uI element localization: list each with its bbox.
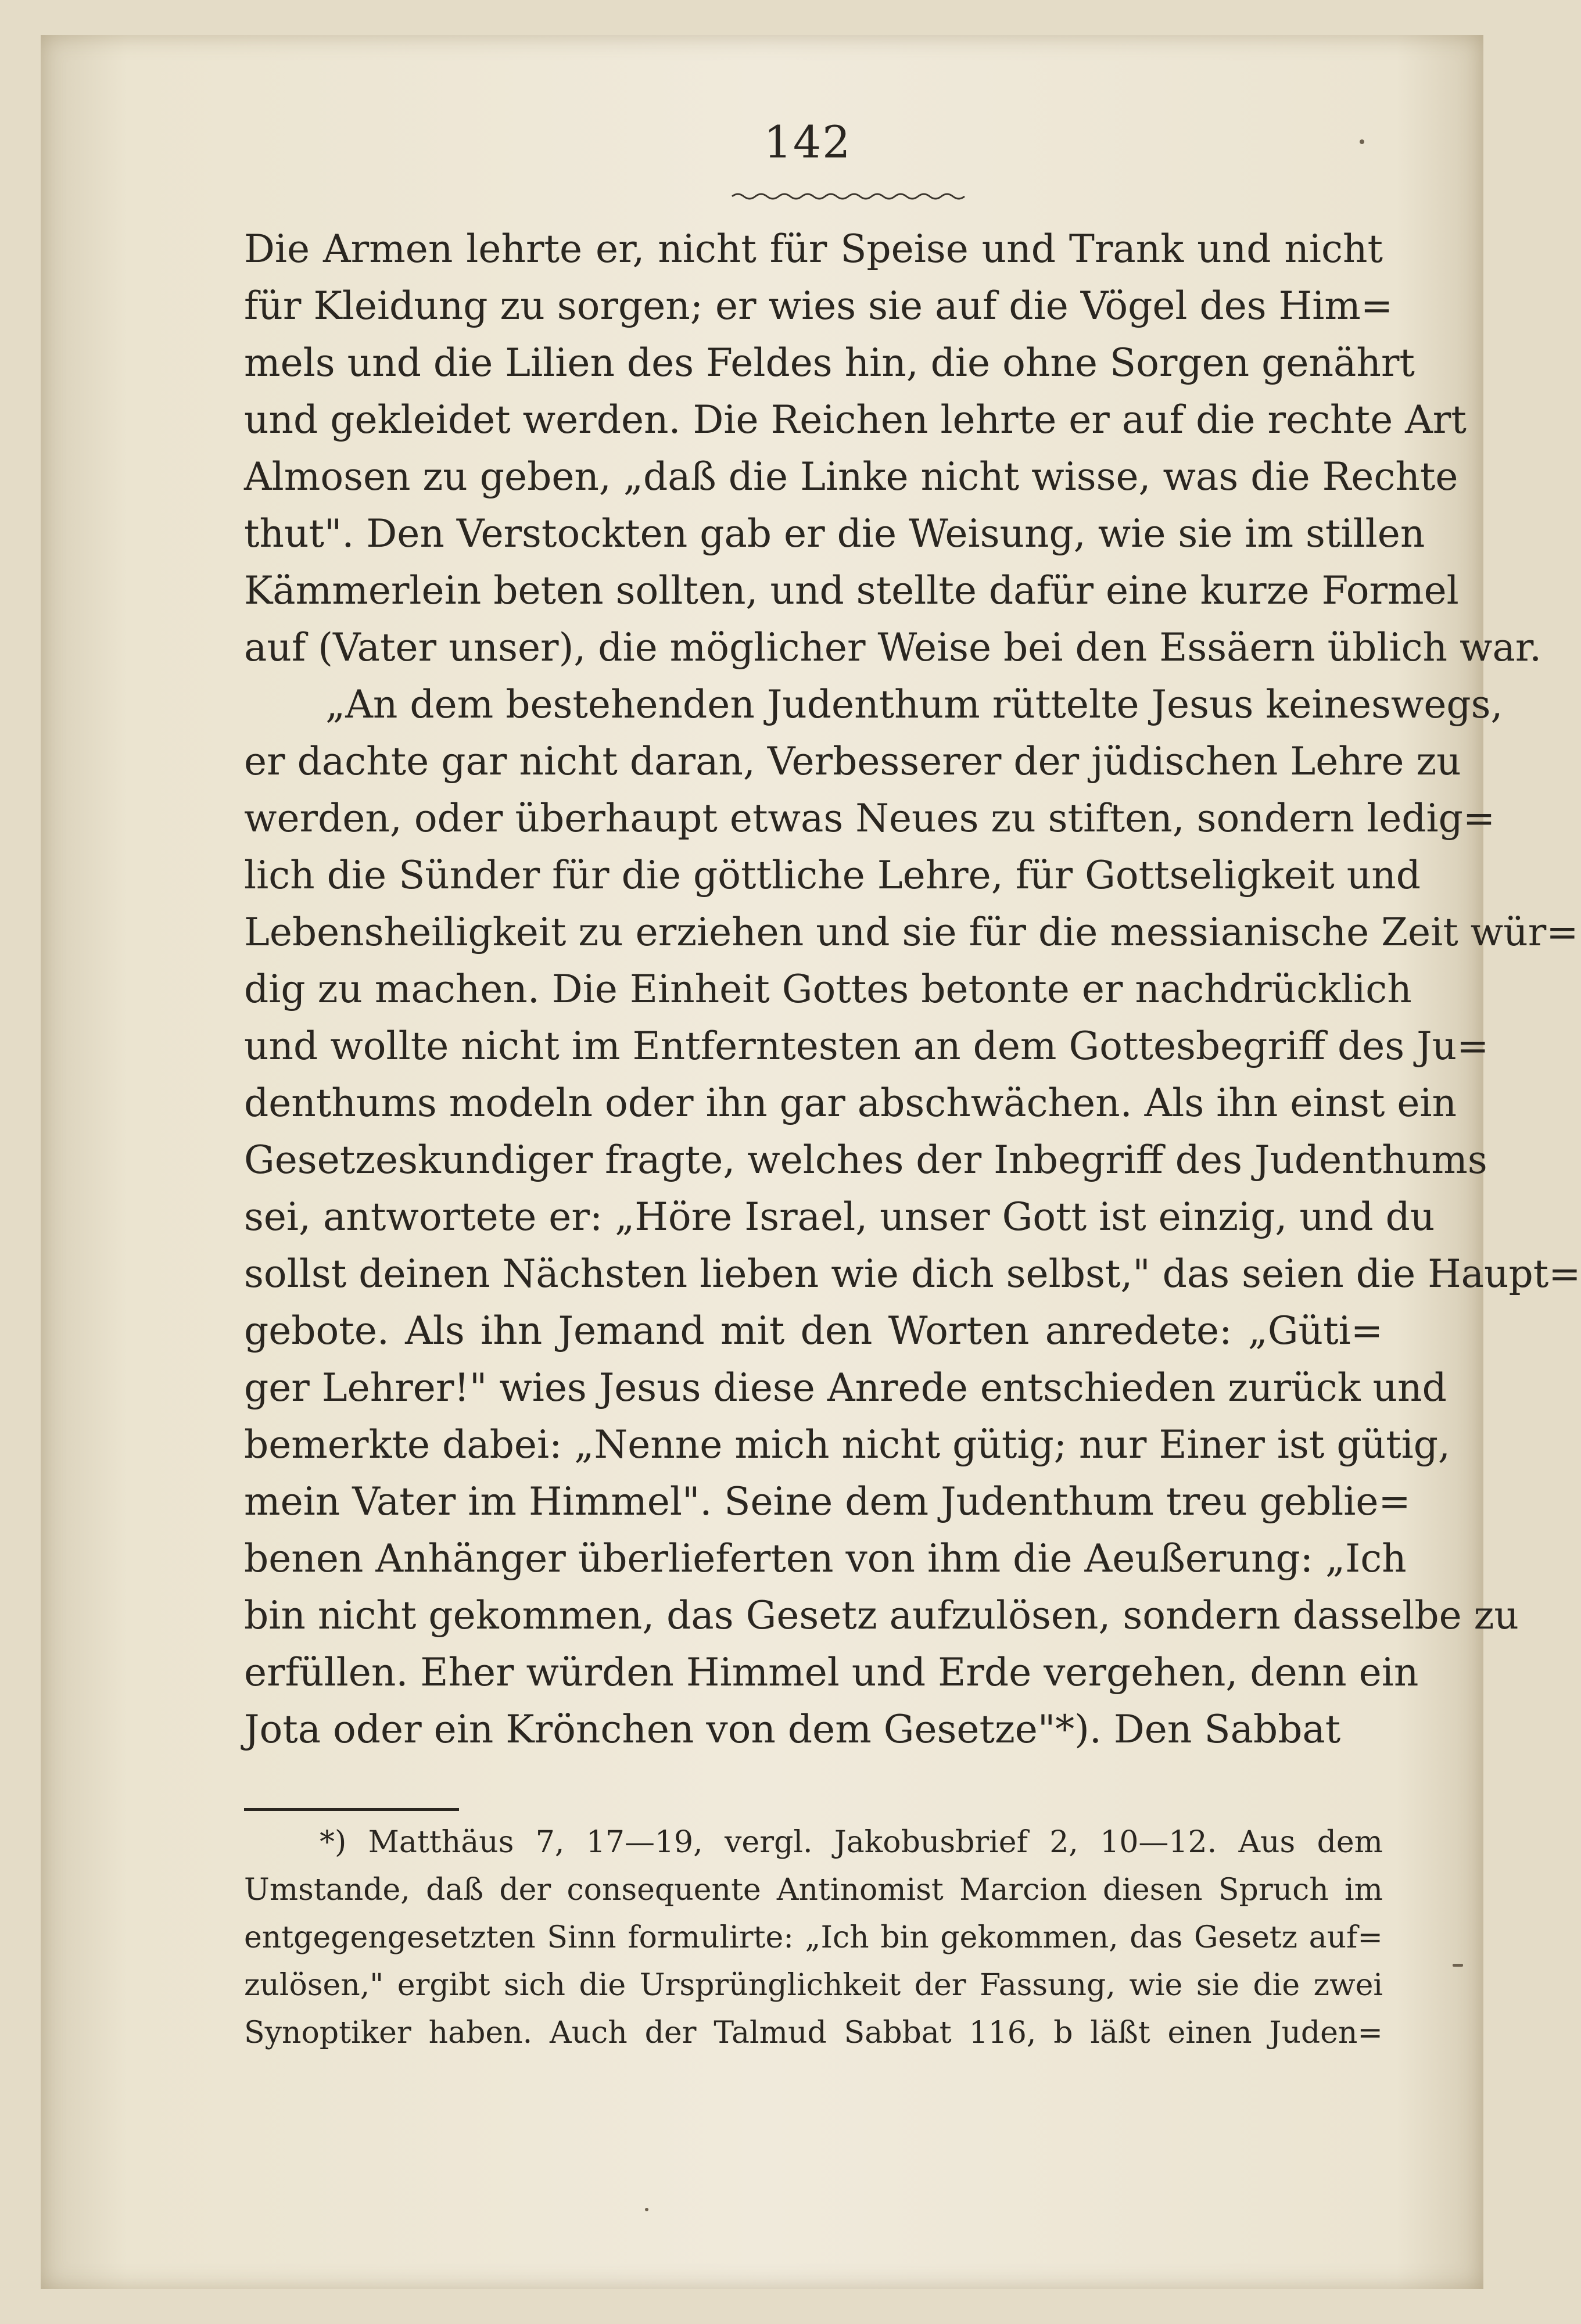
text-line: und gekleidet werden. Die Reichen lehrte er auf die rechte Art [244, 397, 1467, 442]
text-line: mels und die Lilien des Feldes hin, die ohne Sorgen genährt [244, 340, 1415, 385]
footnote-divider [244, 1808, 459, 1811]
text-line: Jota oder ein Krönchen von dem Gesetze"*). Den Sabbat [244, 1707, 1341, 1752]
text-line: Gesetzeskundiger fragte, welches der Inbegriff des Judenthums [244, 1138, 1487, 1182]
text-line: Kämmerlein beten sollten, und stellte dafür eine kurze Formel [244, 568, 1459, 613]
header-ornament [732, 191, 965, 202]
text-line: lich die Sünder für die göttliche Lehre, für Gottseligkeit und [244, 853, 1421, 898]
text-line: werden, oder überhaupt etwas Neues zu stiften, sondern ledig= [244, 796, 1496, 841]
text-line: Lebensheiligkeit zu erziehen und sie für die messianische Zeit wür= [244, 910, 1579, 955]
main-text [244, 221, 1581, 1758]
paper-speck [1453, 1964, 1463, 1967]
text-line: und wollte nicht im Entferntesten an dem Gottesbegriff des Ju= [244, 1024, 1489, 1068]
text-line: sei, antwortete er: „Höre Israel, unser Gott ist einzig, und du [244, 1195, 1435, 1239]
text-line: auf (Vater unser), die möglicher Weise bei den Essäern üblich war. [244, 625, 1542, 670]
text-line: mein Vater im Himmel". Seine dem Judenthum treu geblie= [244, 1479, 1411, 1524]
text-line: denthums modeln oder ihn gar abschwächen. Als ihn einst ein [244, 1081, 1457, 1125]
text-line: für Kleidung zu sorgen; er wies sie auf die Vögel des Him= [244, 284, 1393, 328]
text-line: ger Lehrer!" wies Jesus diese Anrede entschieden zurück und [244, 1365, 1447, 1410]
text-line: sollst deinen Nächsten lieben wie dich selbst," das seien die Haupt= [244, 1251, 1581, 1296]
footnote-text [244, 1819, 1383, 2057]
text-line: er dachte gar nicht daran, Verbesserer der jüdischen Lehre zu [244, 739, 1461, 784]
text-line: thut". Den Verstockten gab er die Weisung, wie sie im stillen [244, 511, 1425, 556]
page-number: 142 [763, 116, 852, 168]
text-line: erfüllen. Eher würden Himmel und Erde vergehen, denn ein [244, 1650, 1419, 1695]
paper-speck [1360, 139, 1364, 144]
paper-speck [645, 2208, 648, 2211]
text-line: Die Armen lehrte er, nicht für Speise und Trank und nicht [244, 227, 1383, 271]
footnote-line: Synoptiker haben. Auch der Talmud Sabbat 116, b läßt einen Juden= [244, 2015, 1383, 2050]
text-line: benen Anhänger überlieferten von ihm die Aeußerung: „Ich [244, 1536, 1407, 1581]
text-line: Almosen zu geben, „daß die Linke nicht wisse, was die Rechte [244, 454, 1458, 499]
text-line: bemerkte dabei: „Nenne mich nicht gütig; nur Einer ist gütig, [244, 1422, 1450, 1467]
footnote-line: entgegengesetzten Sinn formulirte: „Ich bin gekommen, das Gesetz auf= [244, 1920, 1383, 1955]
footnote-line: Umstande, daß der consequente Antinomist Marcion diesen Spruch im [244, 1873, 1383, 1907]
footnote-line: zulösen," ergibt sich die Ursprünglichkeit der Fassung, wie sie die zwei [244, 1968, 1383, 2003]
text-line: „An dem bestehenden Judenthum rüttelte Jesus keineswegs, [325, 682, 1503, 727]
text-line: dig zu machen. Die Einheit Gottes betonte er nachdrücklich [244, 967, 1412, 1012]
text-line: bin nicht gekommen, das Gesetz aufzulösen, sondern dasselbe zu [244, 1593, 1519, 1638]
footnote-line: *) Matthäus 7, 17—19, vergl. Jakobusbrief 2, 10—12. Aus dem [320, 1825, 1383, 1860]
text-line: gebote. Als ihn Jemand mit den Worten anredete: „Güti= [244, 1308, 1383, 1353]
